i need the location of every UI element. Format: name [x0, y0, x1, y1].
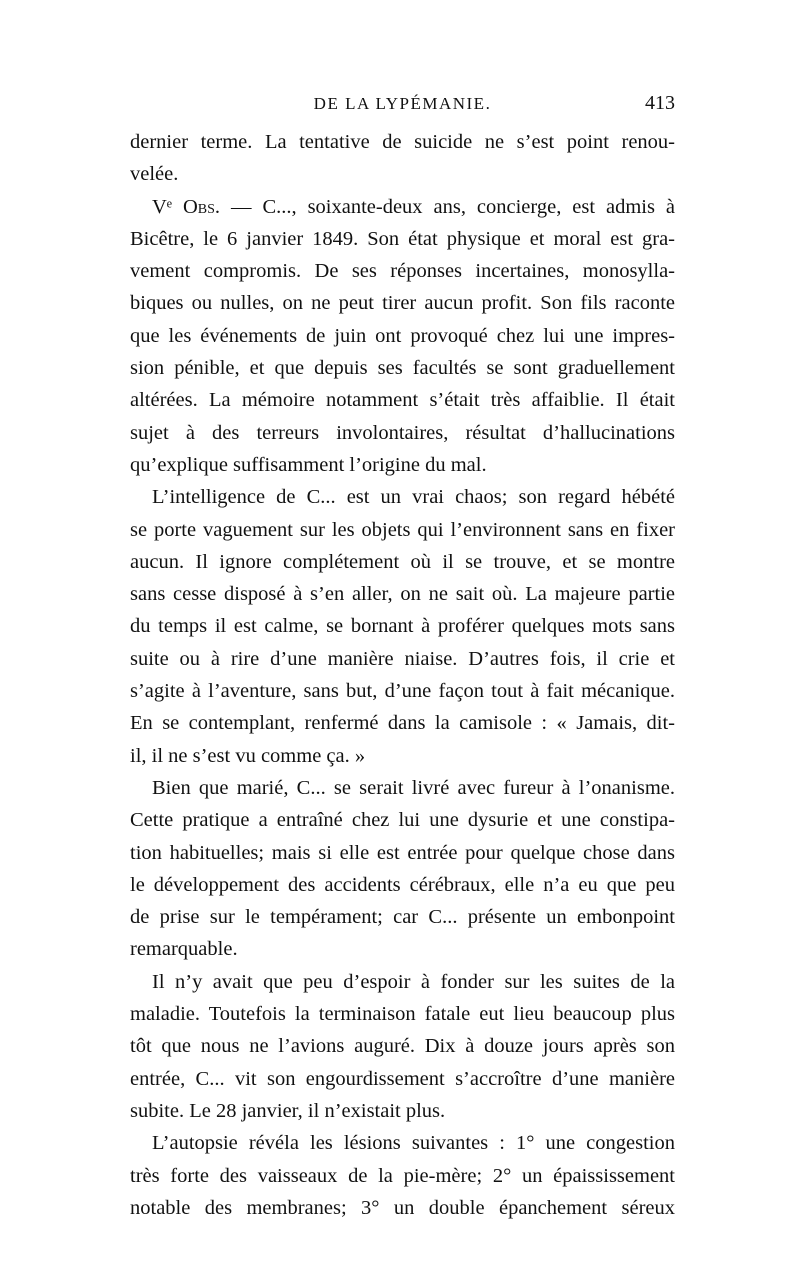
text-line: Bicêtre, le 6 janvier 1849. Son état physique et moral est gra-: [130, 227, 675, 250]
text-line: du temps il est calme, se bornant à proférer quelques mots sans: [130, 615, 675, 638]
text-line: sans cesse disposé à s’en aller, on ne sait où. La majeure partie: [130, 583, 675, 606]
text-line: sujet à des terreurs involontaires, résultat d’hallucinations: [130, 421, 675, 444]
text-line: subite. Le 28 janvier, il n’existait plus.: [130, 1099, 446, 1122]
text-line: que les événements de juin ont provoqué chez lui une impres-: [130, 324, 675, 347]
text-line: tion habituelles; mais si elle est entrée pour quelque chose dans: [130, 841, 675, 864]
text-line: suite ou à rire d’une manière niaise. D’autres fois, il crie et: [130, 647, 675, 670]
page-number: 413: [645, 92, 675, 114]
text-line: entrée, C... vit son engourdissement s’accroître d’une manière: [130, 1067, 675, 1090]
text-line: très forte des vaisseaux de la pie-mère; 2° un épaississement: [130, 1164, 675, 1187]
text-line: vement compromis. De ses réponses incertaines, monosylla-: [130, 260, 675, 283]
text-span: — C..., soixante-deux ans, concierge, est admis à: [220, 195, 675, 218]
text-line: se porte vaguement sur les objets qui l’environnent sans en fixer: [130, 518, 675, 541]
text-line: [130, 191, 675, 223]
running-head: [130, 94, 675, 120]
running-title: DE LA LYPÉMANIE.: [313, 94, 492, 113]
text-line: maladie. Toutefois la terminaison fatale eut lieu beaucoup plus: [130, 1003, 675, 1026]
text-line: biques ou nulles, on ne peut tirer aucun profit. Son fils raconte: [130, 292, 675, 315]
text-line: aucun. Il ignore complétement où il se trouve, et se montre: [130, 550, 675, 573]
observation-label: Vᵉ Obs.: [152, 195, 221, 218]
text-line: s’agite à l’aventure, sans but, d’une façon tout à fait mécanique.: [130, 680, 675, 703]
text-line: L’autopsie révéla les lésions suivantes : 1° une congestion: [152, 1132, 675, 1155]
text-line: altérées. La mémoire notamment s’était très affaiblie. Il était: [130, 389, 675, 412]
text-line: sion pénible, et que depuis ses facultés se sont graduellement: [130, 357, 675, 380]
text-line: En se contemplant, renfermé dans la camisole : « Jamais, dit-: [130, 712, 675, 735]
text-line: dernier terme. La tentative de suicide ne s’est point renou-: [130, 131, 675, 153]
text-line: Bien que marié, C... se serait livré avec fureur à l’onanisme.: [152, 776, 675, 799]
text-line: tôt que nous ne l’avions auguré. Dix à douze jours après son: [130, 1035, 675, 1058]
body-text: [130, 126, 675, 1224]
text-line: remarquable.: [130, 938, 238, 961]
text-line: le développement des accidents cérébraux, elle n’a eu que peu: [130, 873, 675, 896]
text-line: qu’explique suffisamment l’origine du mal.: [130, 453, 487, 476]
text-line: notable des membranes; 3° un double épanchement séreux: [130, 1196, 675, 1219]
text-line: de prise sur le tempérament; car C... présente un embonpoint: [130, 906, 675, 929]
text-line: il, il ne s’est vu comme ça. »: [130, 744, 366, 767]
text-line: L’intelligence de C... est un vrai chaos; son regard hébété: [152, 486, 675, 509]
text-line: velée.: [130, 163, 179, 186]
text-line: Cette pratique a entraîné chez lui une dysurie et une constipa-: [130, 809, 675, 832]
text-line: Il n’y avait que peu d’espoir à fonder sur les suites de la: [152, 970, 675, 993]
